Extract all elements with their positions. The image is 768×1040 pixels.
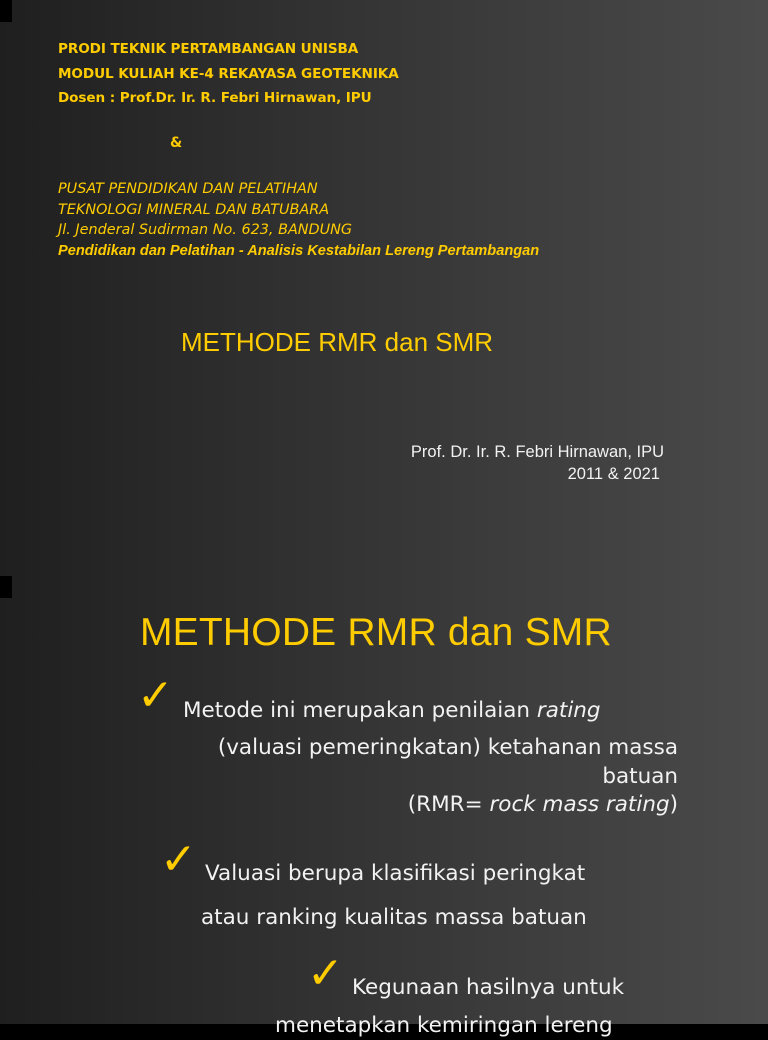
slide-corner-marker [0, 0, 12, 22]
header-dosen: Dosen : Prof.Dr. Ir. R. Febri Hirnawan, IPU [58, 90, 372, 106]
bullet-1-line-1: Metode ini merupakan penilaian rating [183, 698, 601, 723]
slide-corner-marker [0, 576, 12, 598]
ampersand: & [170, 135, 183, 151]
content-slide [0, 576, 768, 1038]
checkmark-icon: ✓ [160, 834, 197, 885]
slide-title: METHODE RMR dan SMR [181, 327, 494, 357]
bullet-3-line-2: menetapkan kemiringan lereng [275, 1013, 613, 1038]
bullet-1-line-4: (RMR= rock mass rating) [407, 792, 678, 817]
slide-title: METHODE RMR dan SMR [140, 611, 612, 654]
author-block [411, 441, 664, 485]
institution-line-2: TEKNOLOGI MINERAL DAN BATUBARA [58, 202, 330, 218]
checkmark-icon: ✓ [137, 670, 174, 721]
training-title: Pendidikan dan Pelatihan - Analisis Kestabilan Lereng Pertambangan [58, 243, 540, 259]
bullet-1-line-3: batuan [602, 764, 678, 789]
header-modul: MODUL KULIAH KE-4 REKAYASA GEOTEKNIKA [58, 66, 399, 82]
bullet-3-line-1: Kegunaan hasilnya untuk [352, 975, 625, 1000]
author-name: Prof. Dr. Ir. R. Febri Hirnawan, IPU [410, 443, 664, 461]
bullet-2-line-1: Valuasi berupa klasifikasi peringkat [205, 861, 586, 886]
checkmark-icon: ✓ [307, 948, 344, 999]
bullet-1-line-2: (valuasi pemeringkatan) ketahanan massa [217, 735, 678, 760]
bullet-2-line-2: atau ranking kualitas massa batuan [201, 905, 587, 930]
header-prodi: PRODI TEKNIK PERTAMBANGAN UNISBA [58, 41, 359, 57]
institution-address: Jl. Jenderal Sudirman No. 623, BANDUNG [58, 222, 353, 238]
institution-line-1: PUSAT PENDIDIKAN DAN PELATIHAN [58, 181, 318, 197]
author-years: 2011 & 2021 [567, 465, 660, 483]
